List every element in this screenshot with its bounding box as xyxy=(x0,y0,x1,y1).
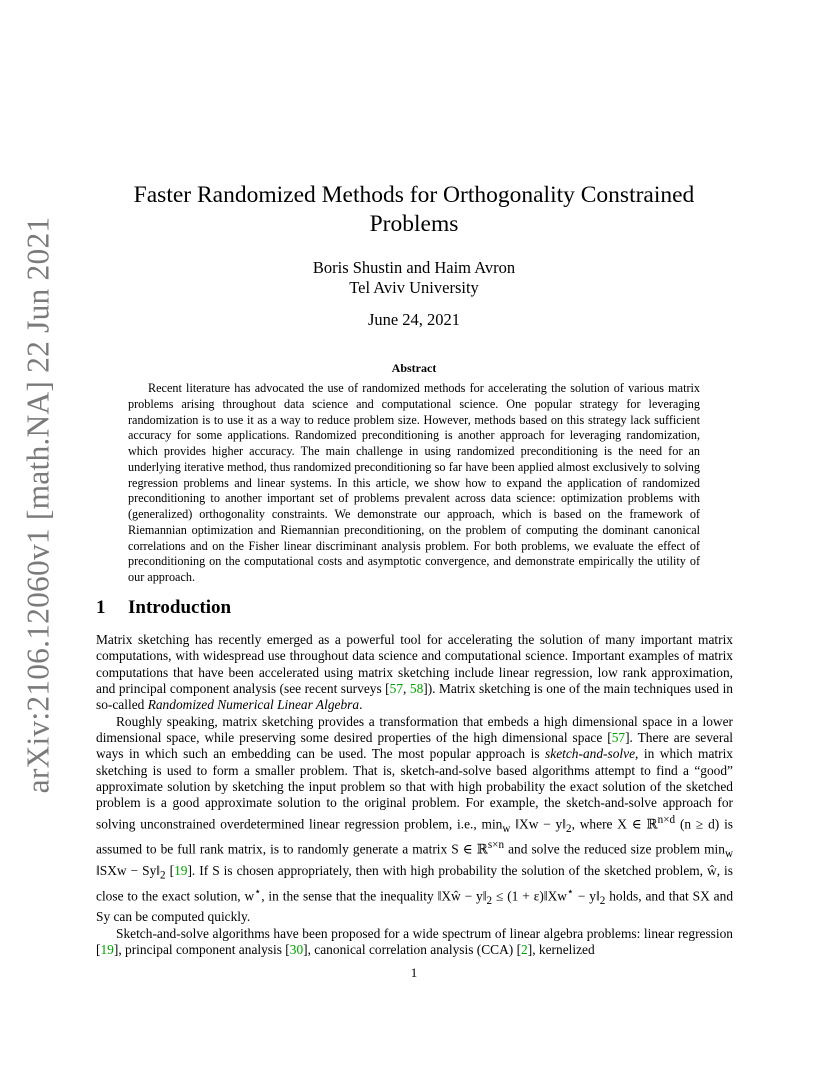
citation-link[interactable]: 57 xyxy=(389,681,404,697)
section-body xyxy=(96,632,733,958)
abstract-heading: Abstract xyxy=(391,361,437,375)
paper-date: June 24, 2021 xyxy=(367,310,461,329)
paper-affiliation: Tel Aviv University xyxy=(349,278,479,297)
citation-link[interactable]: 19 xyxy=(100,941,114,957)
arxiv-stamp xyxy=(16,216,60,794)
page-number: 1 xyxy=(410,965,418,980)
abstract-body: Recent literature has advocated the use of randomized methods for accelerating the solution of various matrix problems arising throughout data science and computational science. One popular strategy for leveraging randomization is to use it as a way to reduce problem size. However, methods based on this strategy lack sufficient accuracy for some applications. Randomized preconditioning is another approach for leveraging randomization, which provides higher accuracy. The main challenge in using randomized preconditioning is the need for an underlying iterative method, thus randomized preconditioning so far have been applied almost exclusively to solving regression problems and linear systems. In this article, we show how to expand the application of randomized preconditioning to another important set of problems prevalent across data science: optimization problems with (generalized) orthogonality constraints. We demonstrate our approach, which is based on the framework of Riemannian optimization and Riemannian preconditioning, on the problem of computing the dominant canonical correlations and on the Fisher linear discriminant analysis problem. For both problems, we evaluate the effect of preconditioning on the computational costs and asymptotic convergence, and demonstrate empirically the utility of our approach. xyxy=(128,381,700,584)
section-title: Introduction xyxy=(128,597,232,618)
paragraph-3: Sketch-and-solve algorithms have been proposed for a wide spectrum of linear algebra problems: linear regression [19], principal component analysis [30], canonical correlation analysis (CCA) [2], kernelized xyxy=(96,925,733,957)
section-number: 1 xyxy=(96,597,106,618)
section-heading xyxy=(96,597,732,619)
arxiv-stamp-text: arXiv:2106.12060v1 [math.NA] 22 Jun 2021 xyxy=(20,216,56,794)
citation-link[interactable]: 58 xyxy=(409,681,424,697)
paper-title: Faster Randomized Methods for Orthogonality Constrained Problems xyxy=(133,182,695,237)
paper-authors: Boris Shustin and Haim Avron xyxy=(312,258,516,277)
paragraph-2: Roughly speaking, matrix sketching provides a transformation that embeds a high dimensional space in a lower dimensional space, while preserving some desired properties of the high dimensional space [57]. There are several ways in which such an embedding can be used. The most popular approach is sketch-and-solve, in which matrix sketching is used to form a smaller problem. That is, sketch-and-solve based algorithms attempt to find a “good” approximate solution by sketching the input problem so that with high probability the exact solution of the sketched problem is a good approximate solution to the original problem. For example, the sketch-and-solve approach for solving unconstrained overdetermined linear regression problem, i.e., $\min_w$ ‖Xw − $y‖_2$, where X ∈ ℝ$^{n\times d}$ (n ≥ d) is assumed to be full rank matrix, is to randomly generate a matrix S ∈ ℝ$^{s\times n}$ and solve the reduced size problem $\min_w$ ‖SXw − $Sy‖_2$ [19]. If S is chosen appropriately, then with high probability the solution of the sketched problem, ŵ, is close to the exact solution, w⋆, in the sense that the inequality ‖Xŵ − $y‖_2 \le (1$ + ε)‖Xw⋆ − $y‖_2$ holds, and that SX and Sy can be computed quickly. xyxy=(96,713,734,925)
citation-link[interactable]: 57 xyxy=(611,730,626,746)
paragraph-1: Matrix sketching has recently emerged as a powerful tool for accelerating the solution of many important matrix computations, with widespread use throughout data science and computational science. Important examples of matrix computations that have been accelerated using matrix sketching include linear regression, low rank approximation, and principal component analysis (see recent surveys [57, 58]). Matrix sketching is one of the main techniques used in so-called Randomized Numerical Linear Algebra. xyxy=(96,632,733,713)
citation-link[interactable]: 19 xyxy=(174,862,188,878)
citation-link[interactable]: 30 xyxy=(289,941,304,957)
citation-link[interactable]: 2 xyxy=(521,941,528,957)
